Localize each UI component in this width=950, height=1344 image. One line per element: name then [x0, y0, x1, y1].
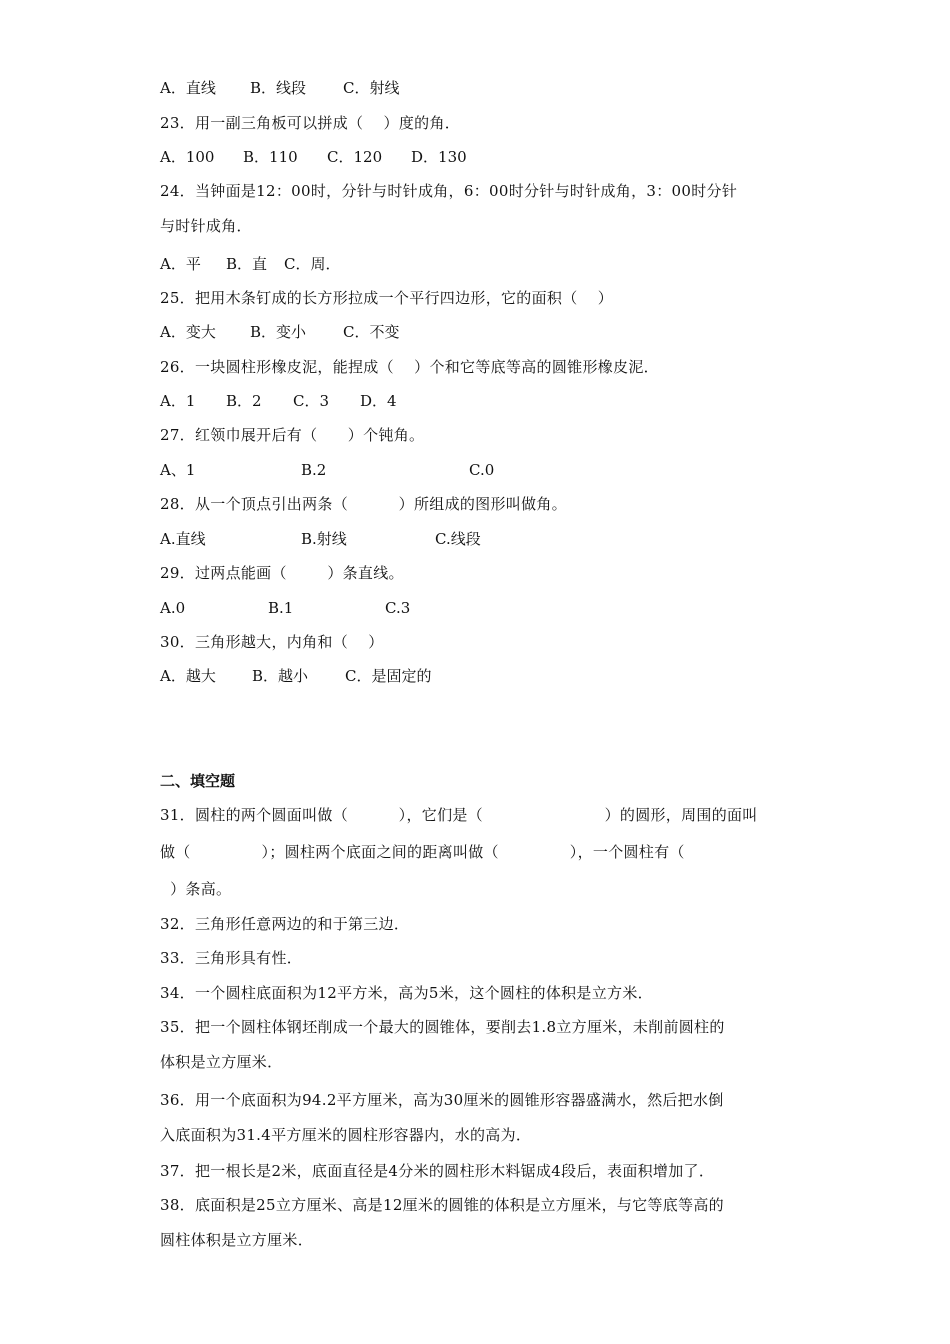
question-30: 30．三角形越大，内角和（ ） [160, 633, 384, 651]
option-a: A．直线 [160, 79, 216, 97]
option-c: C.0 [469, 461, 495, 479]
question-36-line2: 入底面积为31.4平方厘米的圆柱形容器内，水的高为． [160, 1126, 532, 1144]
question-38-line1: 38．底面积是25立方厘米、高是12厘米的圆锥的体积是立方厘米，与它等底等高的 [160, 1196, 724, 1214]
option-d: D．4 [360, 392, 397, 410]
question-26: 26．一块圆柱形橡皮泥，能捏成（ ）个和它等底等高的圆锥形橡皮泥． [160, 358, 659, 376]
option-c: C．是固定的 [345, 667, 432, 685]
option-c: C．3 [293, 392, 330, 410]
option-b: B．变小 [250, 323, 307, 341]
question-27: 27．红领巾展开后有（ ）个钝角。 [160, 426, 425, 444]
option-a: A、1 [160, 461, 196, 479]
option-b: B．线段 [250, 79, 307, 97]
option-b: B．110 [243, 148, 298, 166]
option-c: C.线段 [435, 530, 481, 548]
option-a: A．100 [160, 148, 215, 166]
option-a: A.0 [160, 599, 186, 617]
question-31-line1: 31．圆柱的两个圆面叫做（ ），它们是（ ）的圆形，周围的面叫 [160, 806, 758, 824]
question-24-line2: 与时针成角． [160, 217, 252, 235]
option-b: B．越小 [252, 667, 309, 685]
question-32: 32．三角形任意两边的和于第三边． [160, 915, 410, 933]
option-c: C．射线 [343, 79, 400, 97]
question-35-line1: 35．把一个圆柱体钢坯削成一个最大的圆锥体，要削去1.8立方厘米，未削前圆柱的 [160, 1018, 725, 1036]
option-b: B.1 [268, 599, 294, 617]
question-37: 37．把一根长是2米，底面直径是4分米的圆柱形木料锯成4段后，表面积增加了． [160, 1162, 715, 1180]
question-38-line2: 圆柱体积是立方厘米． [160, 1231, 314, 1249]
question-24-line1: 24．当钟面是12：00时，分针与时针成角，6：00时分针与时针成角，3：00时分针 [160, 182, 738, 200]
option-c: C．周． [284, 255, 341, 273]
option-b: B.射线 [301, 530, 347, 548]
question-28: 28．从一个顶点引出两条（ ）所组成的图形叫做角。 [160, 495, 567, 513]
option-a: A.直线 [160, 530, 206, 548]
question-31-line3: ）条高。 [160, 880, 232, 898]
option-c: C．不变 [343, 323, 400, 341]
question-31-line2: 做（ ）；圆柱两个底面之间的距离叫做（ ），一个圆柱有（ [160, 843, 685, 861]
question-36-line1: 36．用一个底面积为94.2平方厘米，高为30厘米的圆锥形容器盛满水，然后把水倒 [160, 1091, 724, 1109]
question-33: 33．三角形具有性． [160, 949, 303, 967]
option-a: A．变大 [160, 323, 216, 341]
option-d: D．130 [411, 148, 467, 166]
question-35-line2: 体积是立方厘米． [160, 1053, 283, 1071]
option-a: A．越大 [160, 667, 216, 685]
option-a: A．平 [160, 255, 201, 273]
question-34: 34．一个圆柱底面积为12平方米，高为5米，这个圆柱的体积是立方米． [160, 984, 653, 1002]
section-title: 二、填空题 [160, 772, 236, 790]
question-23: 23．用一副三角板可以拼成（ ）度的角． [160, 114, 461, 132]
option-b: B.2 [301, 461, 327, 479]
question-25: 25．把用木条钉成的长方形拉成一个平行四边形，它的面积（ ） [160, 289, 614, 307]
option-c: C．120 [327, 148, 383, 166]
option-c: C.3 [385, 599, 411, 617]
option-b: B．直 [226, 255, 268, 273]
option-a: A．1 [160, 392, 196, 410]
option-b: B．2 [226, 392, 262, 410]
question-29: 29．过两点能画（ ）条直线。 [160, 564, 404, 582]
